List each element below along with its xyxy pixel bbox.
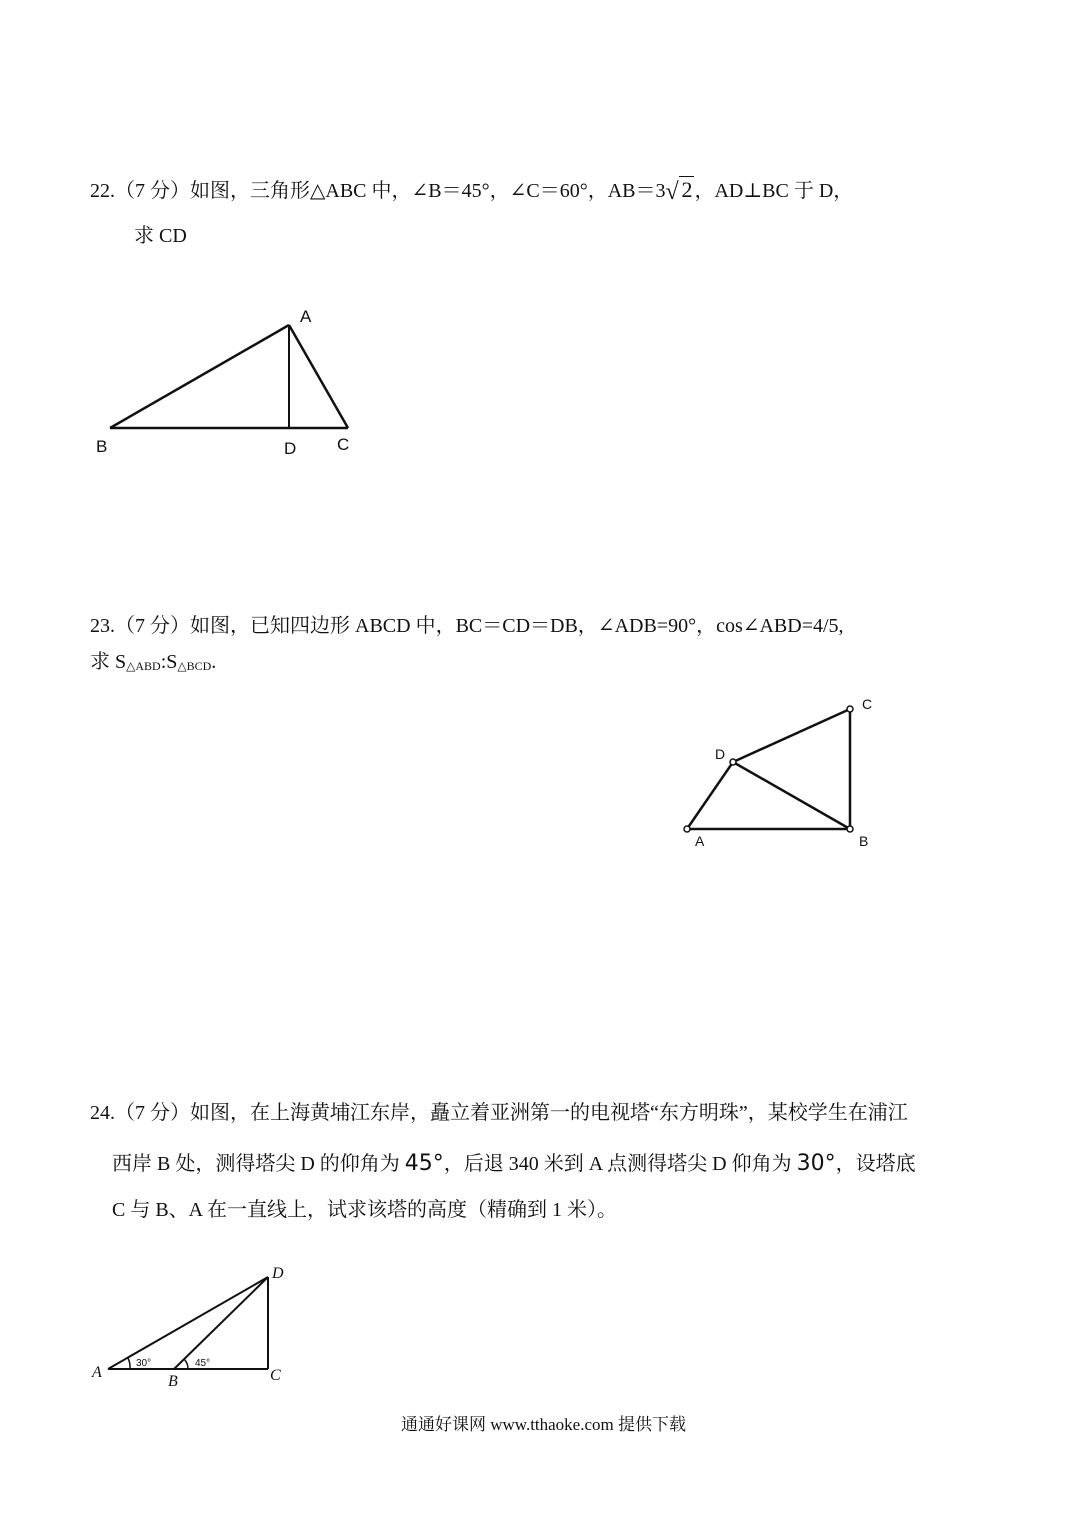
- fig22-label-c: C: [337, 435, 350, 454]
- angle-30: 30°: [796, 1151, 836, 1176]
- q24-line2: 西岸 B 处，测得塔尖 D 的仰角为 45°，后退 340 米到 A 点测得塔尖 D 仰角为 30°，设塔底: [112, 1151, 916, 1176]
- angle-45: 45°: [404, 1151, 444, 1176]
- fig24-label-a: A: [92, 1364, 102, 1381]
- fig24-angle-label-45: 45°: [195, 1358, 211, 1369]
- sqrt-symbol: √ 2: [665, 177, 693, 205]
- fig23-label-d: D: [715, 746, 726, 762]
- fig24-label-d: D: [272, 1265, 284, 1282]
- footer-credit: 通通好课网 www.tthaoke.com 提供下载: [400, 1415, 687, 1434]
- fig23-side-da: [687, 762, 733, 829]
- fig23-side-cd: [733, 709, 850, 762]
- figure-23: [687, 709, 850, 829]
- figure-24: [108, 1277, 268, 1369]
- fig23-label-c: C: [862, 696, 873, 712]
- figure-22: [110, 325, 348, 428]
- q22-text-a: 22.（7 分）如图，三角形△ABC 中，∠B＝45°，∠C＝60°，AB＝3: [90, 180, 666, 202]
- fig23-point-c: [847, 706, 853, 712]
- fig23-label-a: A: [695, 833, 705, 849]
- q22-text-b: ，AD⊥BC 于 D，: [694, 180, 854, 202]
- fig22-label-a: A: [300, 307, 312, 326]
- q23-line1: 23.（7 分）如图，已知四边形 ABCD 中，BC＝CD＝DB，∠ADB=90°，cos∠ABD=4/5,: [90, 615, 844, 637]
- fig23-point-a: [684, 826, 690, 832]
- fig24-label-c: C: [270, 1367, 281, 1384]
- fig24-angle-arc-a: [128, 1358, 130, 1369]
- q23-line2: 求 S△ABD:S△BCD.: [90, 651, 217, 673]
- fig23-point-d: [730, 759, 736, 765]
- q24-line3: C 与 B、A 在一直线上，试求该塔的高度（精确到 1 米）。: [112, 1199, 618, 1221]
- fig24-angle-arc-b: [184, 1359, 188, 1369]
- q22-line2: 求 CD: [134, 225, 187, 247]
- fig22-label-b: B: [96, 437, 108, 456]
- q24-line1: 24.（7 分）如图，在上海黄埔江东岸，矗立着亚洲第一的电视塔“东方明珠”，某校学生在浦江: [90, 1102, 908, 1124]
- fig24-angle-label-30: 30°: [136, 1358, 152, 1369]
- fig22-side-ab: [110, 325, 289, 428]
- fig22-label-d: D: [284, 439, 297, 458]
- fig23-diagonal-db: [733, 762, 850, 829]
- fig22-side-ac: [289, 325, 348, 428]
- fig24-label-b: B: [168, 1373, 178, 1390]
- fig23-point-b: [847, 826, 853, 832]
- fig23-label-b: B: [859, 833, 869, 849]
